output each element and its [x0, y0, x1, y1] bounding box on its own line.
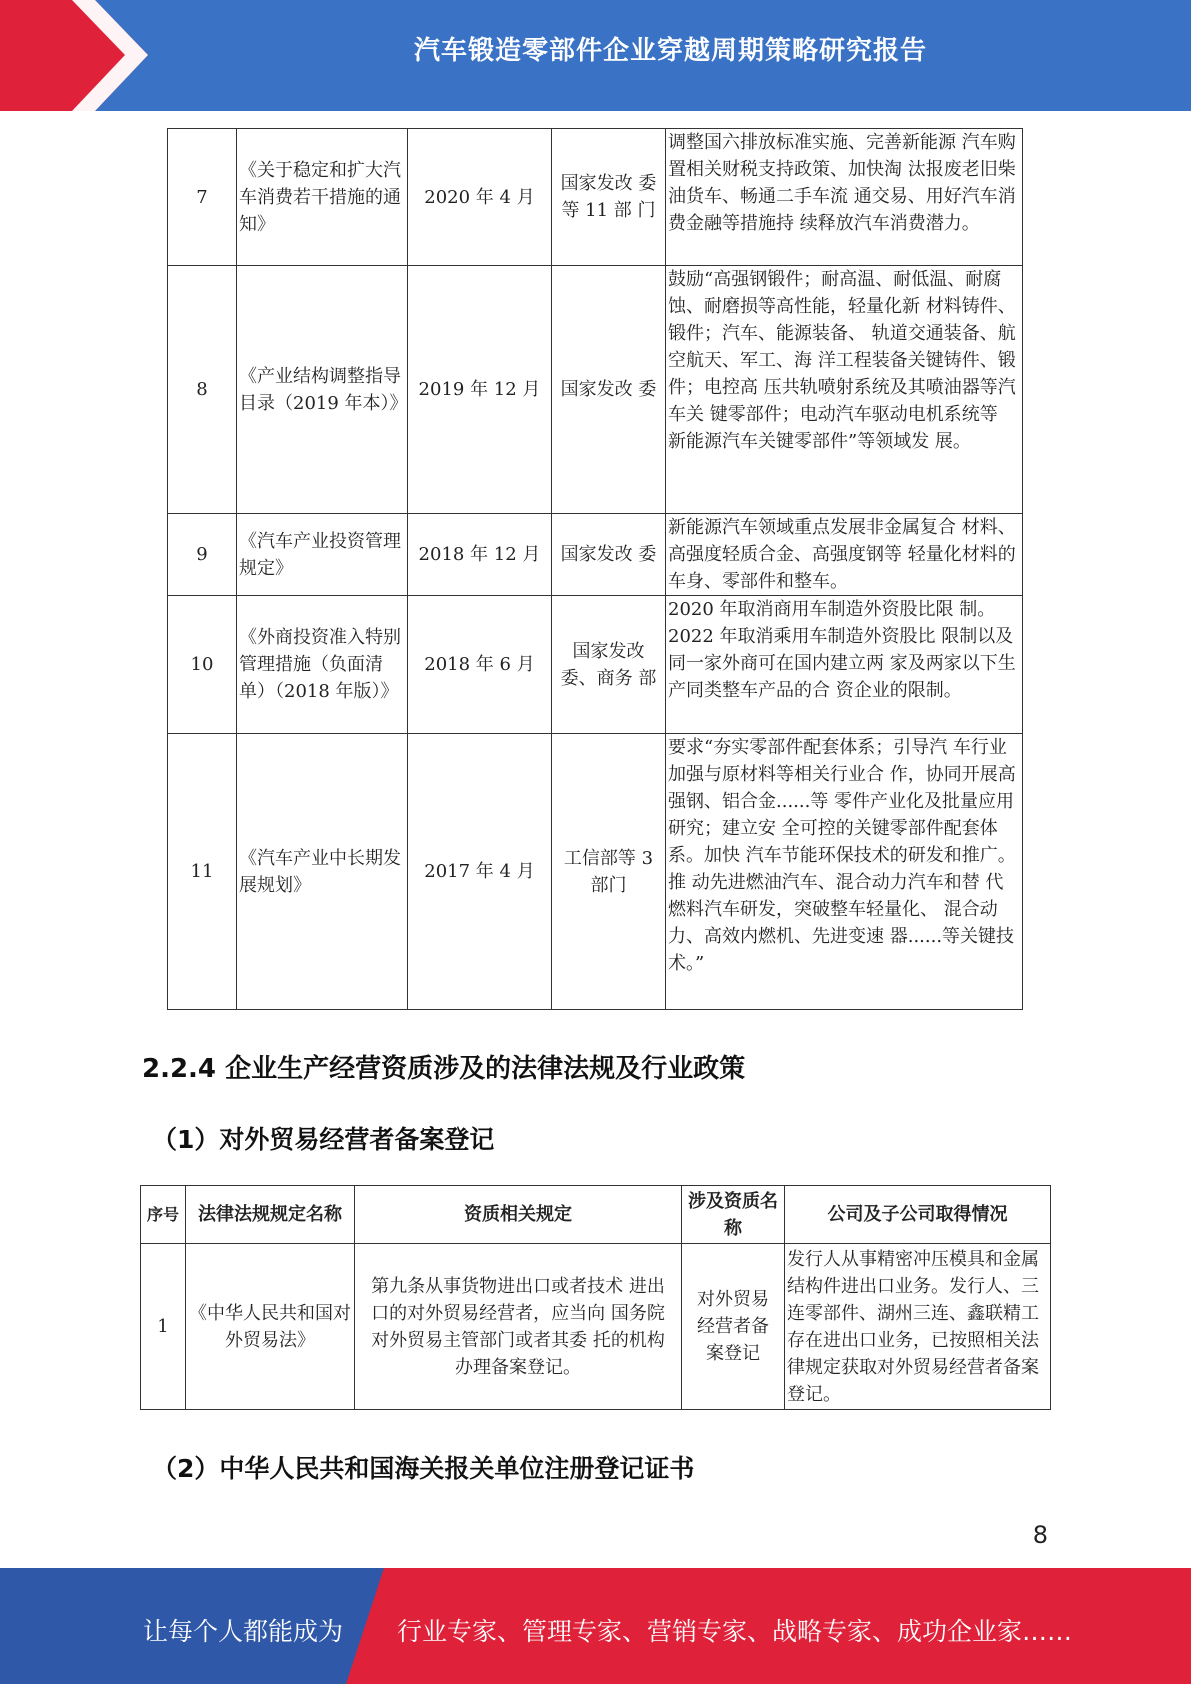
- subsection-heading: （2）中华人民共和国海关报关单位注册登记证书: [152, 1454, 695, 1483]
- table-row: [168, 514, 1023, 596]
- policy-name: 《汽车产业中长期发展规划》: [237, 734, 408, 1010]
- table-row: [141, 1244, 1051, 1410]
- table-row: [168, 129, 1023, 266]
- table-row: [168, 266, 1023, 514]
- law-name: 《中华人民共和国对外贸易法》: [186, 1244, 355, 1410]
- qualification-table: [140, 1185, 1051, 1410]
- issuing-dept: 国家发改 委: [552, 514, 666, 596]
- issue-date: 2018 年 6 月: [408, 596, 552, 734]
- page-footer: [0, 1568, 1191, 1684]
- policy-name: 《汽车产业投资管理规定》: [237, 514, 408, 596]
- footer-slogan-left: 让每个人都能成为: [143, 1617, 344, 1646]
- header-qual-name: 涉及资质名称: [682, 1186, 785, 1244]
- page-header: [0, 0, 1191, 111]
- issuing-dept: 国家发改 委、商务 部: [552, 596, 666, 734]
- issuing-dept: 国家发改 委: [552, 266, 666, 514]
- issue-date: 2019 年 12 月: [408, 266, 552, 514]
- policy-desc: 要求“夯实零部件配套体系；引导汽 车行业加强与原材料等相关行业合 作，协同开展高强钢、铝合金......等 零件产业化及批量应用研究；建立安 全可控的关键零部件配套体系。加快 汽车节能环保技术的研发和推广。推 动先进燃油汽车、混合动力汽车和替 代燃料汽车研发，突破整车轻量化、 混合动力、高效内燃机、先进变速 器......等关键技术。”: [666, 734, 1023, 1010]
- header-law-name: 法律法规规定名称: [186, 1186, 355, 1244]
- page-number: 8: [1032, 1521, 1048, 1549]
- header-no: 序号: [141, 1186, 186, 1244]
- status-text: 发行人从事精密冲压模具和金属结构件进出口业务。发行人、三连零部件、湖州三连、鑫联精工存在进出口业务，已按照相关法律规定获取对外贸易经营者备案登记。: [785, 1244, 1051, 1410]
- table-row: [168, 596, 1023, 734]
- policy-desc: 2020 年取消商用车制造外资股比限 制。2022 年取消乘用车制造外资股比 限制以及同一家外商可在国内建立两 家及两家以下生产同类整车产品的合 资企业的限制。: [666, 596, 1023, 734]
- rule-text: 第九条从事货物进出口或者技术 进出口的对外贸易经营者，应当向 国务院对外贸易主管部门或者其委 托的机构办理备案登记。: [355, 1244, 682, 1410]
- issuing-dept: 国家发改 委等 11 部 门: [552, 129, 666, 266]
- policy-name: 《关于稳定和扩大汽车消费若干措施的通知》: [237, 129, 408, 266]
- section-heading: 2.2.4 企业生产经营资质涉及的法律法规及行业政策: [142, 1054, 746, 1084]
- row-number: 10: [168, 596, 237, 734]
- policy-desc: 鼓励“高强钢锻件；耐高温、耐低温、耐腐蚀、耐磨损等高性能，轻量化新 材料铸件、锻件；汽车、能源装备、 轨道交通装备、航空航天、军工、海 洋工程装备关键铸件、锻件；电控高 压共轨喷射系统及其喷油器等汽车关 键零部件；电动汽车驱动电机系统等 新能源汽车关键零部件”等领域发 展。: [666, 266, 1023, 514]
- footer-slogan-right: 行业专家、管理专家、营销专家、战略专家、成功企业家……: [397, 1617, 1073, 1646]
- row-number: 9: [168, 514, 237, 596]
- subsection-heading: （1）对外贸易经营者备案登记: [152, 1125, 495, 1154]
- policy-table: [167, 128, 1023, 1010]
- policy-name: 《外商投资准入特别管理措施（负面清单）（2018 年版）》: [237, 596, 408, 734]
- policy-desc: 调整国六排放标准实施、完善新能源 汽车购置相关财税支持政策、加快淘 汰报废老旧柴油货车、畅通二手车流 通交易、用好汽车消费金融等措施持 续释放汽车消费潜力。: [666, 129, 1023, 266]
- row-number: 7: [168, 129, 237, 266]
- table-row: [168, 734, 1023, 1010]
- issue-date: 2017 年 4 月: [408, 734, 552, 1010]
- issue-date: 2020 年 4 月: [408, 129, 552, 266]
- qual-name: 对外贸易经营者备案登记: [682, 1244, 785, 1410]
- row-number: 1: [141, 1244, 186, 1410]
- header-rule: 资质相关规定: [355, 1186, 682, 1244]
- report-title: 汽车锻造零部件企业穿越周期策略研究报告: [413, 36, 927, 66]
- policy-desc: 新能源汽车领域重点发展非金属复合 材料、高强度轻质合金、高强度钢等 轻量化材料的车身、零部件和整车。: [666, 514, 1023, 596]
- issuing-dept: 工信部等 3 部门: [552, 734, 666, 1010]
- header-status: 公司及子公司取得情况: [785, 1186, 1051, 1244]
- issue-date: 2018 年 12 月: [408, 514, 552, 596]
- table-header-row: [141, 1186, 1051, 1244]
- row-number: 11: [168, 734, 237, 1010]
- row-number: 8: [168, 266, 237, 514]
- policy-name: 《产业结构调整指导目录（2019 年本）》: [237, 266, 408, 514]
